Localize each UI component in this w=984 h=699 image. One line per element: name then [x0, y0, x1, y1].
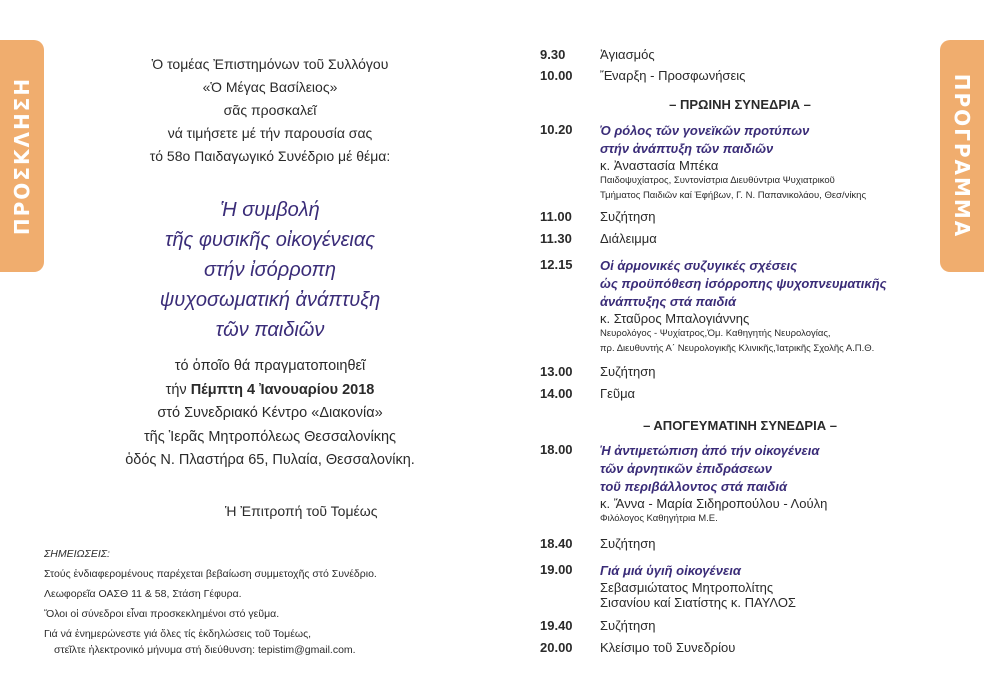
venue-details: [70, 355, 470, 473]
time: 19.00: [540, 562, 573, 577]
notes: [44, 544, 484, 658]
speaker-role: Τμήματος Παιδιῶν καί Ἐφήβων, Γ. Ν. Παπανικολάου, Θεσ/νίκης: [600, 190, 867, 201]
program-tab-label: ΠΡΟΓΡΑΜΜΑ: [950, 73, 974, 239]
time: 18.00: [540, 442, 573, 457]
afternoon-session-heading: – ΑΠΟΓΕΥΜΑΤΙΝΗ ΣΥΝΕΔΡΙΑ –: [643, 418, 837, 433]
morning-session-heading: – ΠΡΩΙΝΗ ΣΥΝΕΔΡΙΑ –: [669, 97, 811, 112]
time: 14.00: [540, 386, 573, 401]
item: Συζήτηση: [600, 618, 656, 633]
item: Γεῦμα: [600, 386, 636, 401]
conference-theme: [70, 195, 470, 345]
venue-address: ὁδός Ν. Πλαστήρα 65, Πυλαία, Θεσσαλονίκη.: [125, 452, 415, 468]
talk: [600, 122, 945, 203]
venue-line: τῆς Ἱερᾶς Μητροπόλεως Θεσσαλονίκης: [143, 428, 397, 445]
venue-line: τό ὁποῖο θά πραγματοποιηθεῖ: [174, 358, 366, 374]
intro-line: νά τιμήσετε μέ τήν παρουσία σας: [167, 125, 373, 141]
talk-title: τῶν ἀρνητικῶν ἐπιδράσεων: [600, 461, 772, 476]
item: Συζήτηση: [600, 536, 656, 551]
talk: [600, 562, 945, 610]
talk-title: ὡς προϋπόθεση ἰσόρροπης ψυχοπνευματικῆς: [600, 276, 887, 291]
note-item: στεῖλτε ἠλεκτρονικό μήνυμα στή διεύθυνση: tepistim@gmail.com.: [54, 644, 356, 656]
speaker-role: πρ. Διευθυντής Α΄ Νευρολογικῆς Κλινικῆς,Ἰατρικῆς Σχολῆς Α.Π.Θ.: [600, 343, 875, 354]
note-item: Ὅλοι οἱ σύνεδροι εἶναι προσκεκλημένοι στό γεῦμα.: [44, 608, 280, 620]
speaker: κ. Ἄννα - Μαρία Σιδηροπούλου - Λούλη: [600, 496, 828, 511]
intro-line: τό 58ο Παιδαγωγικό Συνέδριο μέ θέμα:: [149, 148, 391, 164]
time: 12.15: [540, 257, 573, 272]
theme-line: στήν ἰσόρροπη: [203, 259, 337, 281]
talk-title: τοῦ περιβάλλοντος στά παιδιά: [600, 479, 788, 494]
time: 13.00: [540, 364, 573, 379]
speaker-role: Παιδοψυχίατρος, Συντονίστρια Διευθύντρια Ψυχιατρικοῦ: [600, 175, 835, 186]
speaker: Σεβασμιώτατος Μητροπολίτης: [600, 580, 774, 595]
time: 19.40: [540, 618, 573, 633]
speaker-role: Νευρολόγος - Ψυχίατρος,Ὁμ. Καθηγητής Νευρολογίας,: [600, 328, 831, 339]
invitation-tab: [0, 40, 44, 272]
theme-line: τῆς φυσικῆς οἰκογένειας: [164, 229, 376, 251]
intro-line: Ὁ τομέας Ἐπιστημόνων τοῦ Συλλόγου: [151, 56, 389, 72]
time: 11.30: [540, 231, 572, 246]
item: Ἔναρξη - Προσφωνήσεις: [600, 68, 746, 83]
talk: [600, 257, 945, 356]
time: 10.00: [540, 68, 573, 83]
theme-line: ψυχοσωματική ἀνάπτυξη: [159, 289, 381, 311]
event-date: Πέμπτη 4 Ἰανουαρίου 2018: [190, 381, 375, 398]
talk-title: Οἱ ἁρμονικές συζυγικές σχέσεις: [600, 258, 798, 273]
venue-line: στό Συνεδριακό Κέντρο «Διακονία»: [157, 405, 383, 421]
time: 18.40: [540, 536, 573, 551]
note-item: Γιά νά ἐνημερώνεστε γιά ὅλες τίς ἐκδηλώσεις τοῦ Τομέως,: [44, 628, 312, 640]
speaker: κ. Σταῦρος Μπαλογιάννης: [600, 311, 750, 326]
item: Συζήτηση: [600, 364, 656, 379]
talk-title: Γιά μιά ὑγιῆ οἰκογένεια: [600, 563, 741, 578]
speaker: Σισανίου καί Σιατίστης κ. ΠΑΥΛΟΣ: [600, 595, 796, 610]
note-item: Λεωφορεῖα ΟΑΣΘ 11 & 58, Στάση Γέφυρα.: [44, 588, 242, 600]
item: Συζήτηση: [600, 209, 656, 224]
invitation-intro: [70, 53, 470, 168]
program-tab: [940, 40, 984, 272]
note-item: Στούς ἐνδιαφερομένους παρέχεται βεβαίωση συμμετοχῆς στό Συνέδριο.: [44, 568, 377, 580]
talk-title: ἀνάπτυξης στά παιδιά: [600, 294, 737, 309]
venue-date-line: [70, 379, 470, 403]
intro-line: «Ὁ Μέγας Βασίλειος»: [202, 79, 338, 95]
talk: [600, 442, 945, 526]
item: Διάλειμμα: [600, 231, 657, 246]
notes-heading: ΣΗΜΕΙΩΣΕΙΣ:: [44, 548, 110, 560]
time: 10.20: [540, 122, 573, 137]
item: Ἁγιασμός: [600, 47, 655, 62]
speaker: κ. Ἀναστασία Μπέκα: [600, 158, 719, 173]
talk-title: Ὁ ρόλος τῶν γονεϊκῶν προτύπων: [600, 123, 810, 138]
theme-line: Ἡ συμβολή: [220, 199, 320, 221]
speaker-role: Φιλόλογος Καθηγήτρια Μ.Ε.: [600, 513, 718, 524]
time: 20.00: [540, 640, 573, 655]
date-prefix: τήν: [165, 381, 191, 398]
theme-line: τῶν παιδιῶν: [215, 319, 325, 341]
talk-title: Ἡ ἀντιμετώπιση ἀπό τήν οἰκογένεια: [600, 443, 820, 458]
signature: Ἡ Ἐπιτροπή τοῦ Τομέως: [225, 503, 378, 519]
invitation-tab-label: ΠΡΟΣΚΛΗΣΗ: [10, 76, 34, 236]
intro-line: σᾶς προσκαλεῖ: [223, 102, 317, 118]
talk-title: στήν ἀνάπτυξη τῶν παιδιῶν: [600, 141, 774, 156]
item: Κλείσιμο τοῦ Συνεδρίου: [600, 640, 736, 655]
time: 11.00: [540, 209, 572, 224]
time: 9.30: [540, 47, 566, 62]
